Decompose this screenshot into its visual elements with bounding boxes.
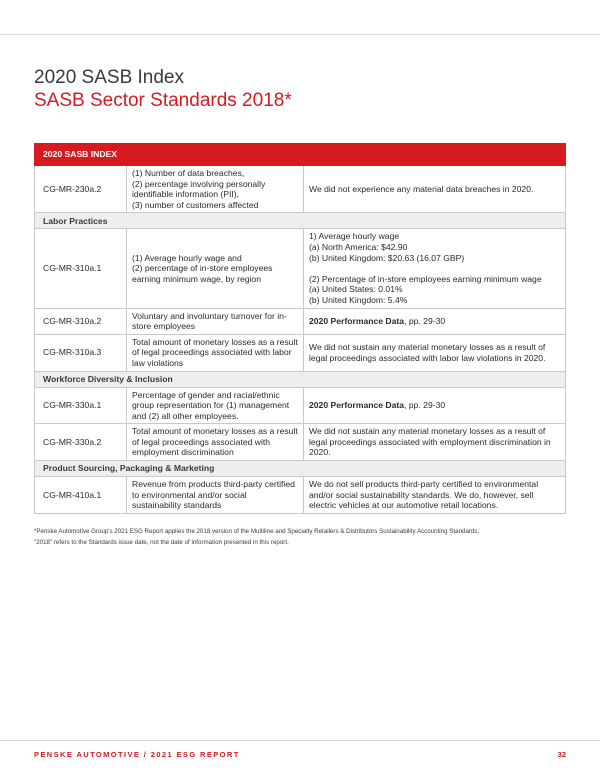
metric-description: (1) Average hourly wage and (2) percentage of in-store employees earning minimum wage, by region bbox=[127, 229, 304, 308]
metric-response: 1) Average hourly wage (a) North America: $42.90 (b) United Kingdom: $20.63 (16.07 GBP) (2) Percentage of in-store employees earning minimum wage (a) United States: 0.01% (b) United Kingdom: 5.4% bbox=[304, 229, 566, 308]
page-title bbox=[34, 66, 292, 112]
page-reference: , pp. 29-30 bbox=[404, 315, 446, 326]
table-row bbox=[35, 387, 566, 424]
footnote-line2: "2018" refers to the Standards issue date, not the date of information presented in this report. bbox=[34, 539, 289, 546]
section-title-product-sourcing: Product Sourcing, Packaging & Marketing bbox=[35, 461, 566, 477]
metric-code: CG-MR-410a.1 bbox=[35, 477, 127, 514]
section-row bbox=[35, 213, 566, 229]
metric-response bbox=[304, 387, 566, 424]
footer-report-title: PENSKE AUTOMOTIVE / 2021 ESG REPORT bbox=[34, 750, 240, 759]
sasb-index-table bbox=[34, 143, 566, 514]
metric-description: Total amount of monetary losses as a result of legal proceedings associated with labor law violations bbox=[127, 334, 304, 371]
section-title-workforce-diversity: Workforce Diversity & Inclusion bbox=[35, 371, 566, 387]
metric-code: CG-MR-310a.2 bbox=[35, 308, 127, 334]
metric-description: (1) Number of data breaches, (2) percentage involving personally identifiable information (PII), (3) number of customers affected bbox=[127, 166, 304, 213]
metric-response: We did not experience any material data breaches in 2020. bbox=[304, 166, 566, 213]
bottom-divider bbox=[0, 740, 600, 741]
metric-response: We do not sell products third-party certified to environmental and/or social sustainability standards. We do, however, sell electric vehicles at our automotive retail locations. bbox=[304, 477, 566, 514]
metric-code: CG-MR-310a.3 bbox=[35, 334, 127, 371]
metric-description: Revenue from products third-party certified to environmental and/or social sustainability standards bbox=[127, 477, 304, 514]
table-row bbox=[35, 229, 566, 308]
metric-description: Voluntary and involuntary turnover for in-store employees bbox=[127, 308, 304, 334]
section-title-labor-practices: Labor Practices bbox=[35, 213, 566, 229]
table-row bbox=[35, 424, 566, 461]
performance-data-link[interactable]: 2020 Performance Data bbox=[309, 400, 405, 411]
table-row bbox=[35, 477, 566, 514]
footnote-line1: *Penske Automotive Group's 2021 ESG Report applies the 2018 version of the Multiline and Specialty Retailers & Distributors Sustainability Accounting Standards; bbox=[34, 528, 480, 535]
metric-code: CG-MR-310a.1 bbox=[35, 229, 127, 308]
page-title-line1: 2020 SASB Index bbox=[34, 67, 184, 88]
metric-response bbox=[304, 308, 566, 334]
table-row bbox=[35, 308, 566, 334]
footnote bbox=[34, 526, 574, 548]
metric-code: CG-MR-330a.2 bbox=[35, 424, 127, 461]
table-row bbox=[35, 166, 566, 213]
table-row bbox=[35, 334, 566, 371]
page-number: 32 bbox=[557, 750, 566, 759]
section-row bbox=[35, 461, 566, 477]
metric-code: CG-MR-330a.1 bbox=[35, 387, 127, 424]
table-header: 2020 SASB INDEX bbox=[35, 144, 566, 166]
metric-description: Percentage of gender and racial/ethnic group representation for (1) management and (2) all other employees. bbox=[127, 387, 304, 424]
performance-data-link[interactable]: 2020 Performance Data bbox=[309, 315, 405, 326]
metric-response: We did not sustain any material monetary losses as a result of legal proceedings associated with employment discrimination in 2020. bbox=[304, 424, 566, 461]
metric-response: We did not sustain any material monetary losses as a result of legal proceedings associated with labor law violations in 2020. bbox=[304, 334, 566, 371]
metric-description: Total amount of monetary losses as a result of legal proceedings associated with employment discrimination bbox=[127, 424, 304, 461]
metric-code: CG-MR-230a.2 bbox=[35, 166, 127, 213]
section-row bbox=[35, 371, 566, 387]
top-divider bbox=[0, 34, 600, 35]
page-reference: , pp. 29-30 bbox=[404, 400, 446, 411]
page-subtitle: SASB Sector Standards 2018* bbox=[34, 90, 292, 111]
table-header-row bbox=[35, 144, 566, 166]
